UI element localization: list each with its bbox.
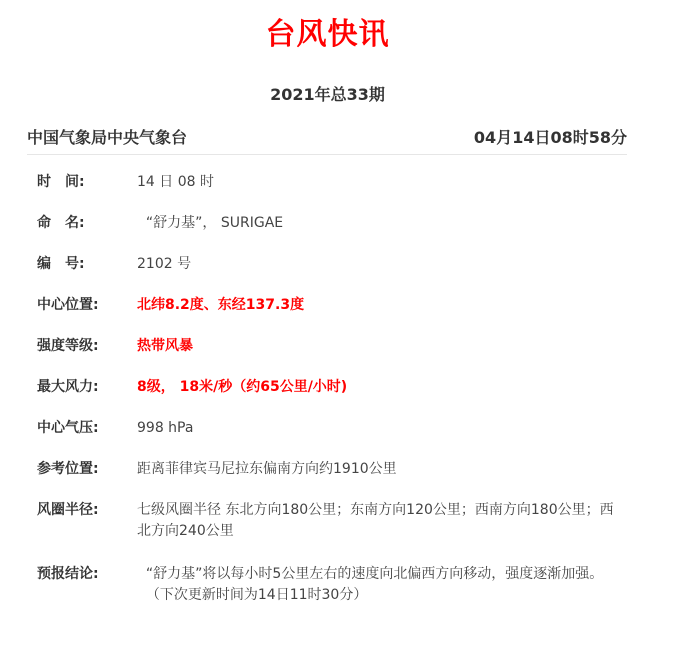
label-forecast: 预报结论: <box>37 566 99 582</box>
label-intensity: 强度等级: <box>37 338 99 354</box>
label-time: 时 间: <box>37 174 85 190</box>
value-name: “舒力基”， SURIGAE <box>137 215 284 231</box>
value-time: 14 日 08 时 <box>137 174 214 190</box>
label-reference: 参考位置: <box>37 461 99 477</box>
agency-name: 中国气象局中央气象台 <box>27 128 188 147</box>
forecast-text: “舒力基”将以每小时5公里左右的速度向北偏西方向移动，强度逐渐加强。 <box>137 566 604 582</box>
value-intensity: 热带风暴 <box>137 338 193 354</box>
value-max-wind: 8级， 18米/秒（约65公里/小时) <box>137 379 348 395</box>
value-pressure: 998 hPa <box>137 420 194 436</box>
label-center-position: 中心位置: <box>37 297 99 313</box>
next-update-note: （下次更新时间为14日11时30分） <box>137 587 368 603</box>
info-table <box>37 172 627 626</box>
value-forecast <box>137 564 627 606</box>
label-pressure: 中心气压: <box>37 420 99 436</box>
row-intensity <box>37 336 627 357</box>
row-forecast <box>37 564 627 606</box>
row-number <box>37 254 627 275</box>
row-max-wind <box>37 377 627 398</box>
label-number: 编 号: <box>37 256 85 272</box>
value-wind-radius: 七级风圈半径 东北方向180公里；东南方向120公里；西南方向180公里；西北方向240公里 <box>137 502 614 539</box>
header-row <box>27 126 627 155</box>
value-number: 2102 号 <box>137 256 192 272</box>
page-title: 台风快讯 <box>265 17 390 52</box>
row-name <box>37 213 627 234</box>
label-name: 命 名: <box>37 215 85 231</box>
label-max-wind: 最大风力: <box>37 379 99 395</box>
value-center-position: 北纬8.2度、东经137.3度 <box>137 297 305 313</box>
row-wind-radius <box>37 500 627 542</box>
row-center-position <box>37 295 627 316</box>
row-time <box>37 172 627 193</box>
publish-time: 04月14日08时58分 <box>473 128 627 147</box>
issue-number: 2021年总33期 <box>270 85 385 104</box>
value-reference: 距离菲律宾马尼拉东偏南方向约1910公里 <box>137 461 397 477</box>
row-pressure <box>37 418 627 439</box>
label-wind-radius: 风圈半径: <box>37 502 99 518</box>
row-reference <box>37 459 627 480</box>
